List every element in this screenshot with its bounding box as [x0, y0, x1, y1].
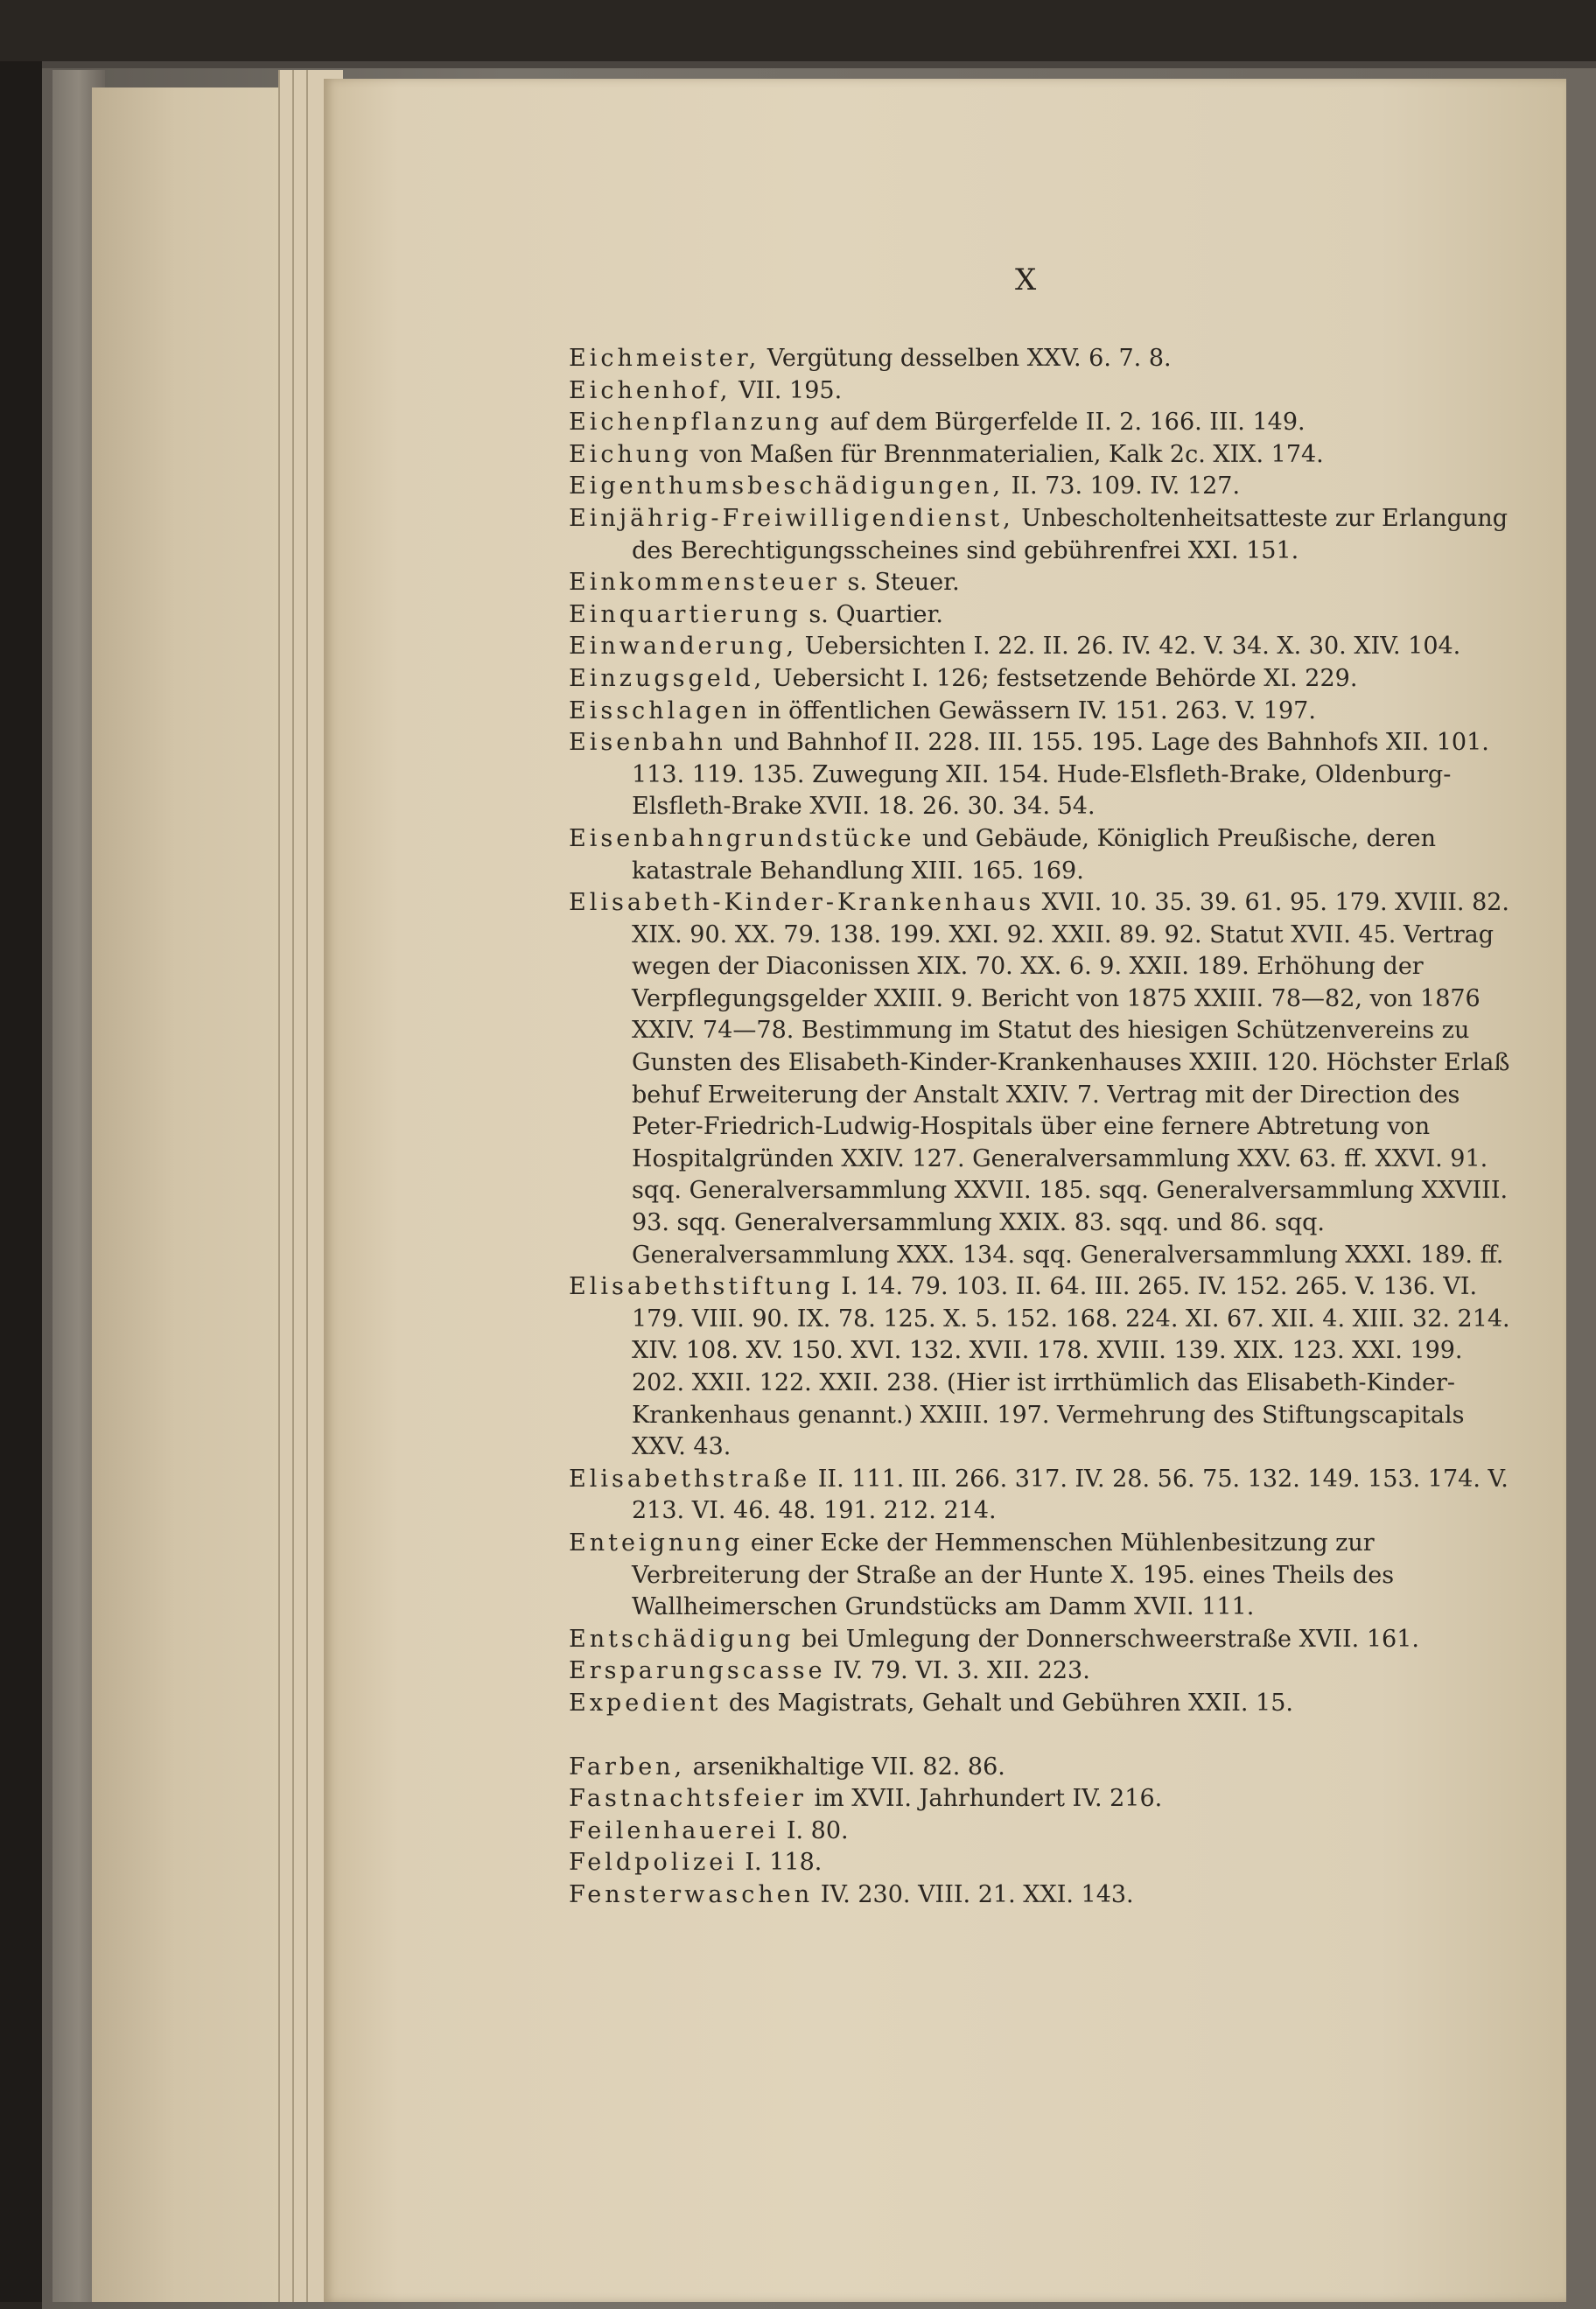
entry-references: Vergütung desselben XXV. 6. 7. 8.: [760, 345, 1172, 372]
index-group-e: [569, 343, 1514, 1720]
entry-headword: Farben,: [569, 1753, 686, 1781]
entry-headword: Einquartierung: [569, 600, 802, 628]
entry-headword: Eichenpflanzung: [569, 409, 822, 437]
entry-references: und Gebäude, Königlich Preußische, deren katastrale Behandlung XIII. 165. 169.: [632, 824, 1437, 885]
entry-references: in öffentlichen Gewässern IV. 151. 263. V. 197.: [750, 696, 1316, 724]
index-entry: [569, 471, 1514, 503]
entry-references: und Bahnhof II. 228. III. 155. 195. Lage des Bahnhofs XII. 101. 113. 119. 135. Zuwegung XII. 154. Hude-Elsfleth-Brake, Oldenburg-Elsfleth-Brake XVII. 18. 26. 30. 34. 54.: [632, 729, 1489, 821]
index-entry: [569, 1271, 1514, 1464]
index-entry: [569, 663, 1514, 696]
index-entry: [569, 887, 1514, 1271]
index-entry: [569, 1688, 1514, 1720]
entry-references: IV. 230. VIII. 21. XXI. 143.: [813, 1880, 1134, 1908]
entry-headword: Einzugsgeld,: [569, 664, 766, 692]
index-entry: [569, 1655, 1514, 1688]
entry-headword: Enteignung: [569, 1529, 744, 1557]
index-entry: [569, 439, 1514, 472]
entry-references: Uebersicht I. 126; festsetzende Behörde XI. 229.: [765, 664, 1358, 692]
entry-headword: Expedient: [569, 1689, 722, 1717]
index-entry: [569, 1816, 1514, 1848]
index-entry: [569, 727, 1514, 823]
entry-headword: Einwanderung,: [569, 633, 798, 661]
entry-references: s. Quartier.: [801, 600, 943, 628]
index-entry: [569, 503, 1514, 567]
entry-headword: Einjährig-Freiwilligendienst,: [569, 504, 1014, 532]
index-entry: [569, 1464, 1514, 1528]
entry-headword: Fastnachtsfeier: [569, 1785, 807, 1813]
entry-headword: Entschädigung: [569, 1625, 794, 1653]
entry-references: I. 14. 79. 103. II. 64. III. 265. IV. 152. 265. V. 136. VI. 179. VIII. 90. IX. 78. 125. X. 5. 152. 168. 224. XI. 67. XII. 4. XIII. 32. 214. XIV. 108. XV. 150. XVI. 132. XVII. 178. XVIII. 139. XIX. 123. XXI. 199. 202. XXII. 122. XXII. 238. (Hier ist irrthümlich das Elisabeth-Kinder-Krankenhaus genannt.) XXIII. 197. Vermehrung des Stiftungscapitals XXV. 43.: [632, 1273, 1510, 1461]
entry-references: s. Steuer.: [839, 569, 960, 597]
index-entry: [569, 1847, 1514, 1879]
entry-headword: Eigenthumsbeschädigungen,: [569, 472, 1004, 500]
entry-references: auf dem Bürgerfelde II. 2. 166. III. 149.: [822, 409, 1306, 437]
entry-references: des Magistrats, Gehalt und Gebühren XXII. 15.: [721, 1689, 1293, 1717]
entry-headword: Eichenhof,: [569, 376, 732, 404]
entry-references: von Maßen für Brennmaterialien, Kalk 2c. XIX. 174.: [691, 440, 1324, 468]
section-gap: [569, 1720, 1514, 1752]
entry-headword: Feilenhauerei: [569, 1816, 780, 1844]
entry-headword: Elisabethstiftung: [569, 1273, 834, 1301]
entry-headword: Fensterwaschen: [569, 1880, 814, 1908]
entry-headword: Eisenbahngrundstücke: [569, 824, 915, 852]
index-entry: [569, 599, 1514, 632]
index-entry: [569, 407, 1514, 439]
entry-headword: Eisenbahn: [569, 729, 726, 757]
entry-references: einer Ecke der Hemmenschen Mühlenbesitzung zur Verbreiterung der Straße an der Hunte X. 195. eines Theils des Wallheimerschen Grundstücks am Damm XVII. 111.: [632, 1529, 1395, 1621]
index-entry: [569, 1783, 1514, 1816]
entry-references: VII. 195.: [731, 376, 843, 404]
index-entry: [569, 343, 1514, 375]
entry-references: bei Umlegung der Donnerschweerstraße XVII. 161.: [794, 1625, 1419, 1653]
entry-headword: Eisschlagen: [569, 696, 751, 724]
entry-references: IV. 79. VI. 3. XII. 223.: [825, 1657, 1090, 1685]
index-entry: [569, 1752, 1514, 1784]
entry-references: Unbescholtenheitsatteste zur Erlangung des Berechtigungsscheines sind gebührenfrei XXI. 151.: [632, 504, 1508, 564]
entry-headword: Einkommensteuer: [569, 569, 840, 597]
entry-headword: Ersparungscasse: [569, 1657, 826, 1685]
entry-references: II. 111. III. 266. 317. IV. 28. 56. 75. 132. 149. 153. 174. V. 213. VI. 46. 48. 191. 212. 214.: [632, 1465, 1508, 1525]
index-entry: [569, 375, 1514, 408]
index-entry: [569, 1879, 1514, 1912]
index-entry: [569, 696, 1514, 728]
entry-references: XVII. 10. 35. 39. 61. 95. 179. XVIII. 82. XIX. 90. XX. 79. 138. 199. XXI. 92. XXII. 89. 92. Statut XVII. 45. Vertrag wegen der Diaconissen XIX. 70. XX. 6. 9. XXII. 189. Erhöhung der Verpflegungsgelder XXIII. 9. Bericht von 1875 XXIII. 78—82, von 1876 XXIV. 74—78. Bestimmung im Statut des hiesigen Schützenvereins zu Gunsten des Elisabeth-Kinder-Krankenhauses XXIII. 120. Höchster Erlaß behuf Erweiterung der Anstalt XXIV. 7. Vertrag mit der Direction des Peter-Friedrich-Ludwig-Hospitals über eine fernere Abtretung von Hospitalgründen XXIV. 127. Generalversammlung XXV. 63. ff. XXVI. 91. sqq. Generalversammlung XXVII. 185. sqq. Generalversammlung XXVIII. 93. sqq. Generalversammlung XXIX. 83. sqq. und 86. sqq. Generalversammlung XXX. 134. sqq. Generalversammlung XXXI. 189. ff.: [632, 889, 1510, 1269]
page-number: X: [1015, 262, 1038, 297]
index-entries: [569, 343, 1514, 1912]
index-entry: [569, 631, 1514, 663]
entry-references: I. 80.: [779, 1816, 849, 1844]
entry-references: im XVII. Jahrhundert IV. 216.: [806, 1785, 1163, 1813]
entry-references: II. 73. 109. IV. 127.: [1004, 472, 1241, 500]
index-entry: [569, 567, 1514, 599]
index-entry: [569, 1528, 1514, 1624]
book-spine: [0, 61, 42, 2302]
index-entry: [569, 823, 1514, 887]
entry-references: I. 118.: [737, 1849, 822, 1877]
entry-headword: Eichmeister,: [569, 345, 760, 372]
entry-headword: Eichung: [569, 440, 692, 468]
index-group-f: [569, 1752, 1514, 1912]
entry-headword: Elisabethstraße: [569, 1465, 811, 1493]
index-entry: [569, 1624, 1514, 1656]
entry-references: Uebersichten I. 22. II. 26. IV. 42. V. 34. X. 30. XIV. 104.: [797, 633, 1461, 661]
entry-references: arsenikhaltige VII. 82. 86.: [685, 1753, 1005, 1781]
entry-headword: Elisabeth-Kinder-Krankenhaus: [569, 889, 1035, 917]
entry-headword: Feldpolizei: [569, 1849, 738, 1877]
flyleaf-page: [92, 87, 302, 2302]
